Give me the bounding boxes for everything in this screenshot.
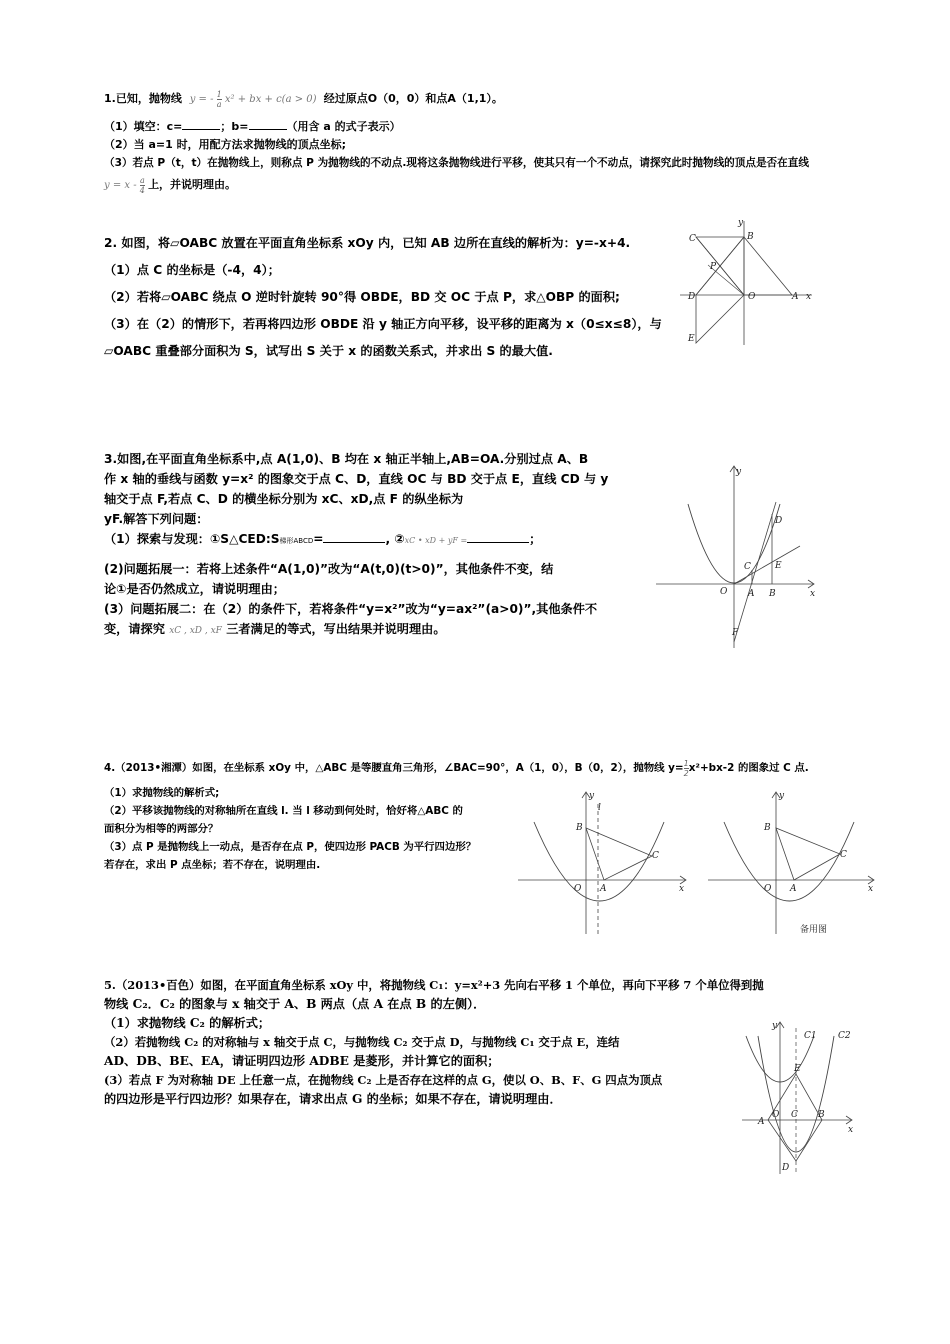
q3-line8: (3）问题拓展二：在（2）的条件下，若将条件“y=x²”改为“y=ax²”(a>0)”,其他条件不 <box>104 602 598 616</box>
q4-frac-num: 1 <box>683 758 689 768</box>
q1-formula <box>189 90 320 109</box>
q3-label-y: y <box>736 467 742 477</box>
q4-f1-label-x: x <box>679 884 685 894</box>
q3-line4: yF.解答下列问题： <box>104 512 209 526</box>
q2-label-b: B <box>747 232 754 242</box>
q5-label-c1: C1 <box>804 1031 817 1041</box>
q5-label-x: x <box>848 1125 854 1135</box>
q5-part2a: （2）若抛物线 C₂ 的对称轴与 x 轴交于点 C，与抛物线 C₂ 交于点 D，与抛物线 C₁ 交于点 E，连结 <box>104 1035 620 1049</box>
q5-figure <box>738 1016 856 1176</box>
q5-label-y: y <box>772 1021 778 1031</box>
q4-part1: （1）求抛物线的解析式; <box>104 787 220 799</box>
q3-trapezoid-label: 梯形ABCD <box>279 537 314 545</box>
q5-label-c2: C2 <box>838 1031 851 1041</box>
q2-line1: 2. 如图，将▱OABC 放置在平面直角坐标系 xOy 内，已知 AB 边所在直线的解析为：y=-x+4. <box>104 236 631 250</box>
q3-line5 <box>104 529 608 551</box>
q1-blank-c[interactable] <box>182 117 220 130</box>
q1-line-frac <box>140 176 145 195</box>
q1-intro <box>104 88 809 111</box>
q4-f1-label-y: y <box>589 791 595 801</box>
q3-label-d: D <box>775 516 783 526</box>
q5-label-d: D <box>782 1163 790 1173</box>
q2-label-c: C <box>689 234 696 244</box>
q5-label-o: O <box>772 1110 780 1120</box>
q1-intro-text: 1.已知，抛物线 <box>104 92 182 105</box>
q3-label-c: C <box>744 562 751 572</box>
q3-line6: (2)问题拓展一：若将上述条件“A(1,0)”改为“A(t,0)(t>0)”，其他条件不变，结 <box>104 562 554 576</box>
q3-line9-vars: xC , xD , xF <box>169 626 222 636</box>
q3-label-x: x <box>810 589 816 599</box>
q4-fig2-caption: 备用图 <box>800 925 828 935</box>
q4-figure-1 <box>514 788 694 938</box>
q1-formula-pre: y = - <box>189 94 214 105</box>
q4-line1-text: 4.（2013•湘潭）如图，在坐标系 xOy 中，△ABC 是等腰直角三角形，∠BAC=90°，A（1，0），B（0，2），抛物线 y= <box>104 762 684 774</box>
q3-line5-c: , ② <box>385 532 405 546</box>
q3-line5-eq: = <box>313 532 324 546</box>
q4-f1-label-b: B <box>576 823 583 833</box>
q4-line1 <box>104 756 809 780</box>
q5-part3a: (3）若点 F 为对称轴 DE 上任意一点，在抛物线 C₂ 上是否存在这样的点 G，使以 O、B、F、G 四点为顶点 <box>104 1073 663 1087</box>
q4-part3b: 若存在，求出 P 点坐标；若不存在，说明理由. <box>104 859 321 871</box>
q3-line9-tail: 三者满足的等式，写出结果并说明理由。 <box>226 622 446 636</box>
q1-part1-b: ；b= <box>220 120 249 133</box>
q2-line4: （3）在（2）的情形下，若再将四边形 OBDE 沿 y 轴正方向平移，设平移的距离为 x（0≤x≤8），与 <box>104 317 662 331</box>
q4-figure-2 <box>704 788 880 938</box>
q4-f2-label-a: A <box>790 884 797 894</box>
q3-expr: xC • xD + yF = <box>404 536 468 545</box>
q1-part2: （2）当 a=1 时，用配方法求抛物线的顶点坐标; <box>104 138 347 151</box>
q2-label-o: O <box>748 292 756 302</box>
q3-line9-text: 变，请探究 <box>104 622 165 636</box>
q1-frac-den: a <box>216 100 222 109</box>
q3-line7: 论①是否仍然成立，请说明理由； <box>104 582 285 596</box>
q5-line2: 物线 C₂．C₂ 的图象与 x 轴交于 A、B 两点（点 A 在点 B 的左侧）． <box>104 997 486 1011</box>
q2-label-e: E <box>688 334 695 344</box>
q2-label-x: x <box>806 292 812 302</box>
q1-blank-b[interactable] <box>249 117 287 130</box>
question-4-parts <box>104 784 476 874</box>
q4-f2-label-o: O <box>764 884 772 894</box>
question-1 <box>104 88 809 199</box>
q4-f1-label-a: A <box>600 884 607 894</box>
q2-label-d: D <box>688 292 696 302</box>
q3-line9 <box>104 619 608 641</box>
question-3 <box>104 449 608 641</box>
q5-label-a: A <box>758 1117 765 1127</box>
q3-line5-text: （1）探索与发现：①S△CED:S <box>104 532 280 546</box>
q1-formula-post: x² + bx + c(a > 0) <box>224 94 317 105</box>
q4-frac-den: 2 <box>683 768 689 778</box>
q4-f2-label-x: x <box>868 884 874 894</box>
q1-line-frac-den: 4 <box>139 186 145 195</box>
q1-line-post: 上，并说明理由。 <box>148 178 237 191</box>
q5-label-e: E <box>794 1064 801 1074</box>
q5-line1: 5.（2013•百色）如图，在平面直角坐标系 xOy 中，将抛物线 C₁：y=x²+3 先向右平移 1 个单位，再向下平移 7 个单位得到抛 <box>104 978 764 992</box>
q2-label-p: P <box>710 262 717 272</box>
q4-f1-label-c: C <box>652 851 659 861</box>
question-4 <box>104 756 809 780</box>
q5-part2b: AD、DB、BE、EA，请证明四边形 ADBE 是菱形，并计算它的面积； <box>104 1054 500 1068</box>
q4-part3a: （3）点 P 是抛物线上一动点，是否存在点 P，使四边形 PACB 为平行四边形？ <box>104 841 477 853</box>
q1-formula-frac <box>217 90 222 109</box>
q1-part1-c: （用含 a 的式子表示） <box>286 120 401 133</box>
q4-f2-label-c: C <box>840 850 847 860</box>
q1-part1-text: （1）填空：c= <box>104 120 183 133</box>
q1-part1 <box>104 117 809 136</box>
q3-figure <box>652 462 822 652</box>
q2-line2: （1）点 C 的坐标是（-4，4）； <box>104 263 280 277</box>
q3-label-a: A <box>748 589 755 599</box>
q1-line-frac-num: a <box>139 176 145 185</box>
q4-f2-label-b: B <box>764 823 771 833</box>
question-2 <box>104 230 662 365</box>
q5-part3b: 的四边形是平行四边形？如果存在，请求出点 G 的坐标；如果不存在，请说明理由． <box>104 1092 562 1106</box>
q2-label-y: y <box>738 218 744 228</box>
q1-intro-tail: 经过原点O（0，0）和点A（1,1）。 <box>323 92 503 105</box>
q4-part2a: （2）平移该抛物线的对称轴所在直线 l. 当 l 移动到何处时，恰好将△ABC 的 <box>104 805 463 817</box>
q1-part3: （3）若点 P（t，t）在抛物线上，则称点 P 为抛物线的不动点.现将这条抛物线进行平移，使其只有一个不动点，请探究此时抛物线的顶点是否在直线 <box>104 157 809 169</box>
q3-line1: 3.如图,在平面直角坐标系中,点 A(1,0)、B 均在 x 轴正半轴上,AB=OA.分别过点 A、B <box>104 452 589 466</box>
q4-part2b: 面积分为相等的两部分？ <box>104 823 219 835</box>
q4-f1-label-l: l <box>598 803 601 813</box>
q3-line3: 轴交于点 F,若点 C、D 的横坐标分别为 xC、xD,点 F 的纵坐标为 <box>104 492 464 506</box>
q1-line <box>104 172 809 199</box>
q5-part1: （1）求抛物线 C₂ 的解析式； <box>104 1016 271 1030</box>
q1-frac-num: 1 <box>216 90 222 99</box>
question-5 <box>104 976 764 1109</box>
q2-line5: ▱OABC 重叠部分面积为 S，试写出 S 关于 x 的函数关系式，并求出 S 的最大值. <box>104 344 553 358</box>
q2-figure <box>680 215 820 350</box>
q3-line5-d: ； <box>529 532 542 546</box>
q3-blank-2[interactable] <box>467 530 529 543</box>
q3-label-o: O <box>720 587 728 597</box>
q3-label-f: F <box>732 628 739 638</box>
q5-label-c: C <box>791 1110 798 1120</box>
q2-line3: （2）若将▱OABC 绕点 O 逆时针旋转 90°得 OBDE，BD 交 OC 于点 P，求△OBP 的面积; <box>104 290 620 304</box>
q1-line-pre: y = x - <box>104 180 137 191</box>
q3-label-b: B <box>769 589 776 599</box>
q4-f2-label-y: y <box>779 791 785 801</box>
q4-line1-tail: x²+bx-2 的图象过 C 点. <box>688 762 809 774</box>
q2-label-a: A <box>792 292 799 302</box>
q3-blank-1[interactable] <box>323 530 385 543</box>
q3-label-e: E <box>775 561 782 571</box>
q5-label-b: B <box>818 1110 825 1120</box>
q3-line2: 作 x 轴的垂线与函数 y=x² 的图象交于点 C、D，直线 OC 与 BD 交于点 E，直线 CD 与 y <box>104 472 609 486</box>
q4-f1-label-o: O <box>574 884 582 894</box>
q1-line-formula <box>104 176 148 195</box>
